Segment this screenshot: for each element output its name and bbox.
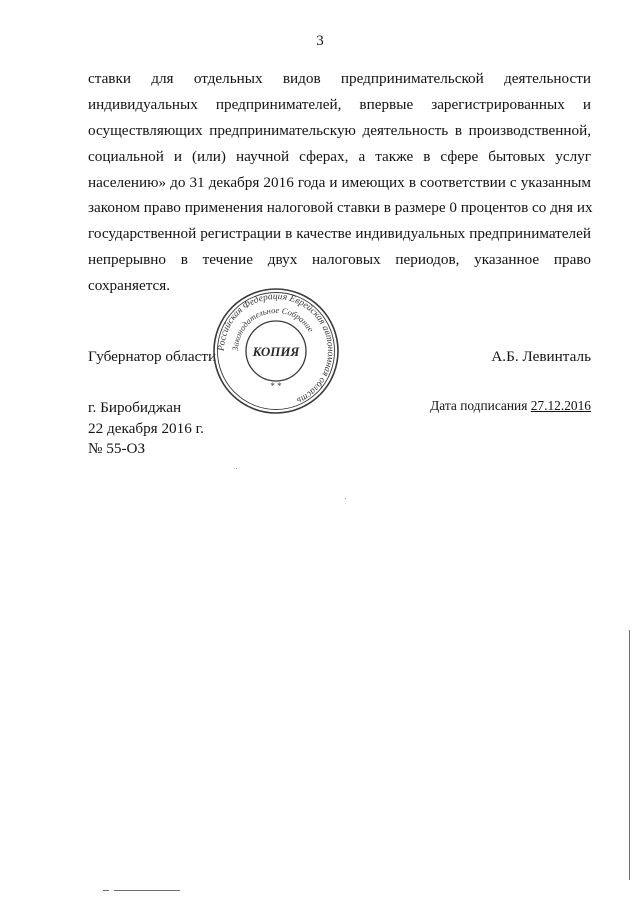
body-line: законом право применения налоговой ставки в размере 0 процентов со дня их bbox=[88, 199, 593, 217]
scan-bottom-mark bbox=[114, 890, 180, 891]
page-number: 3 bbox=[316, 33, 324, 49]
copy-seal-stamp bbox=[211, 286, 341, 416]
body-line: осуществляющих предпринимательскую деятельность в производственной, bbox=[88, 121, 591, 139]
scan-speck bbox=[345, 498, 346, 499]
signatory-name: А.Б. Левинталь bbox=[491, 348, 591, 365]
seal-stars: * * bbox=[270, 381, 282, 391]
body-line: непрерывно в течение двух налоговых периодов, указанное право bbox=[88, 251, 591, 269]
law-number: № 55-ОЗ bbox=[88, 440, 146, 457]
law-body-paragraph bbox=[88, 66, 591, 299]
scan-bottom-dash bbox=[103, 890, 109, 891]
body-line: ставки для отдельных видов предпринимательской деятельности bbox=[88, 70, 591, 87]
body-line: социальной и (или) научной сферах, а также в сфере бытовых услуг bbox=[88, 147, 591, 165]
signing-date bbox=[430, 398, 591, 414]
body-line: населению» до 31 декабря 2016 года и имеющих в соответствии с указанным bbox=[88, 173, 591, 191]
scan-edge-line bbox=[629, 630, 630, 880]
body-line: индивидуальных предпринимателей, впервые зарегистрированных и bbox=[88, 95, 591, 113]
body-line-last: сохраняется. bbox=[88, 277, 171, 295]
city: г. Биробиджан bbox=[88, 399, 182, 416]
signatory-position: Губернатор области bbox=[88, 348, 217, 365]
seal-outer-text: Российская Федерация Еврейская автономная область bbox=[216, 291, 336, 406]
body-line: государственной регистрации в качестве индивидуальных предпринимателей bbox=[88, 225, 591, 243]
law-place-date-number bbox=[88, 398, 204, 460]
law-date: 22 декабря 2016 г. bbox=[88, 419, 204, 437]
seal-inner-text: Законодательное Собрание bbox=[229, 304, 317, 352]
seal-center-text: КОПИЯ bbox=[252, 344, 300, 359]
signing-date-label: Дата подписания bbox=[430, 398, 531, 413]
scan-speck bbox=[236, 468, 237, 469]
seal-icon bbox=[211, 286, 341, 416]
signing-date-value: 27.12.2016 bbox=[530, 398, 591, 413]
